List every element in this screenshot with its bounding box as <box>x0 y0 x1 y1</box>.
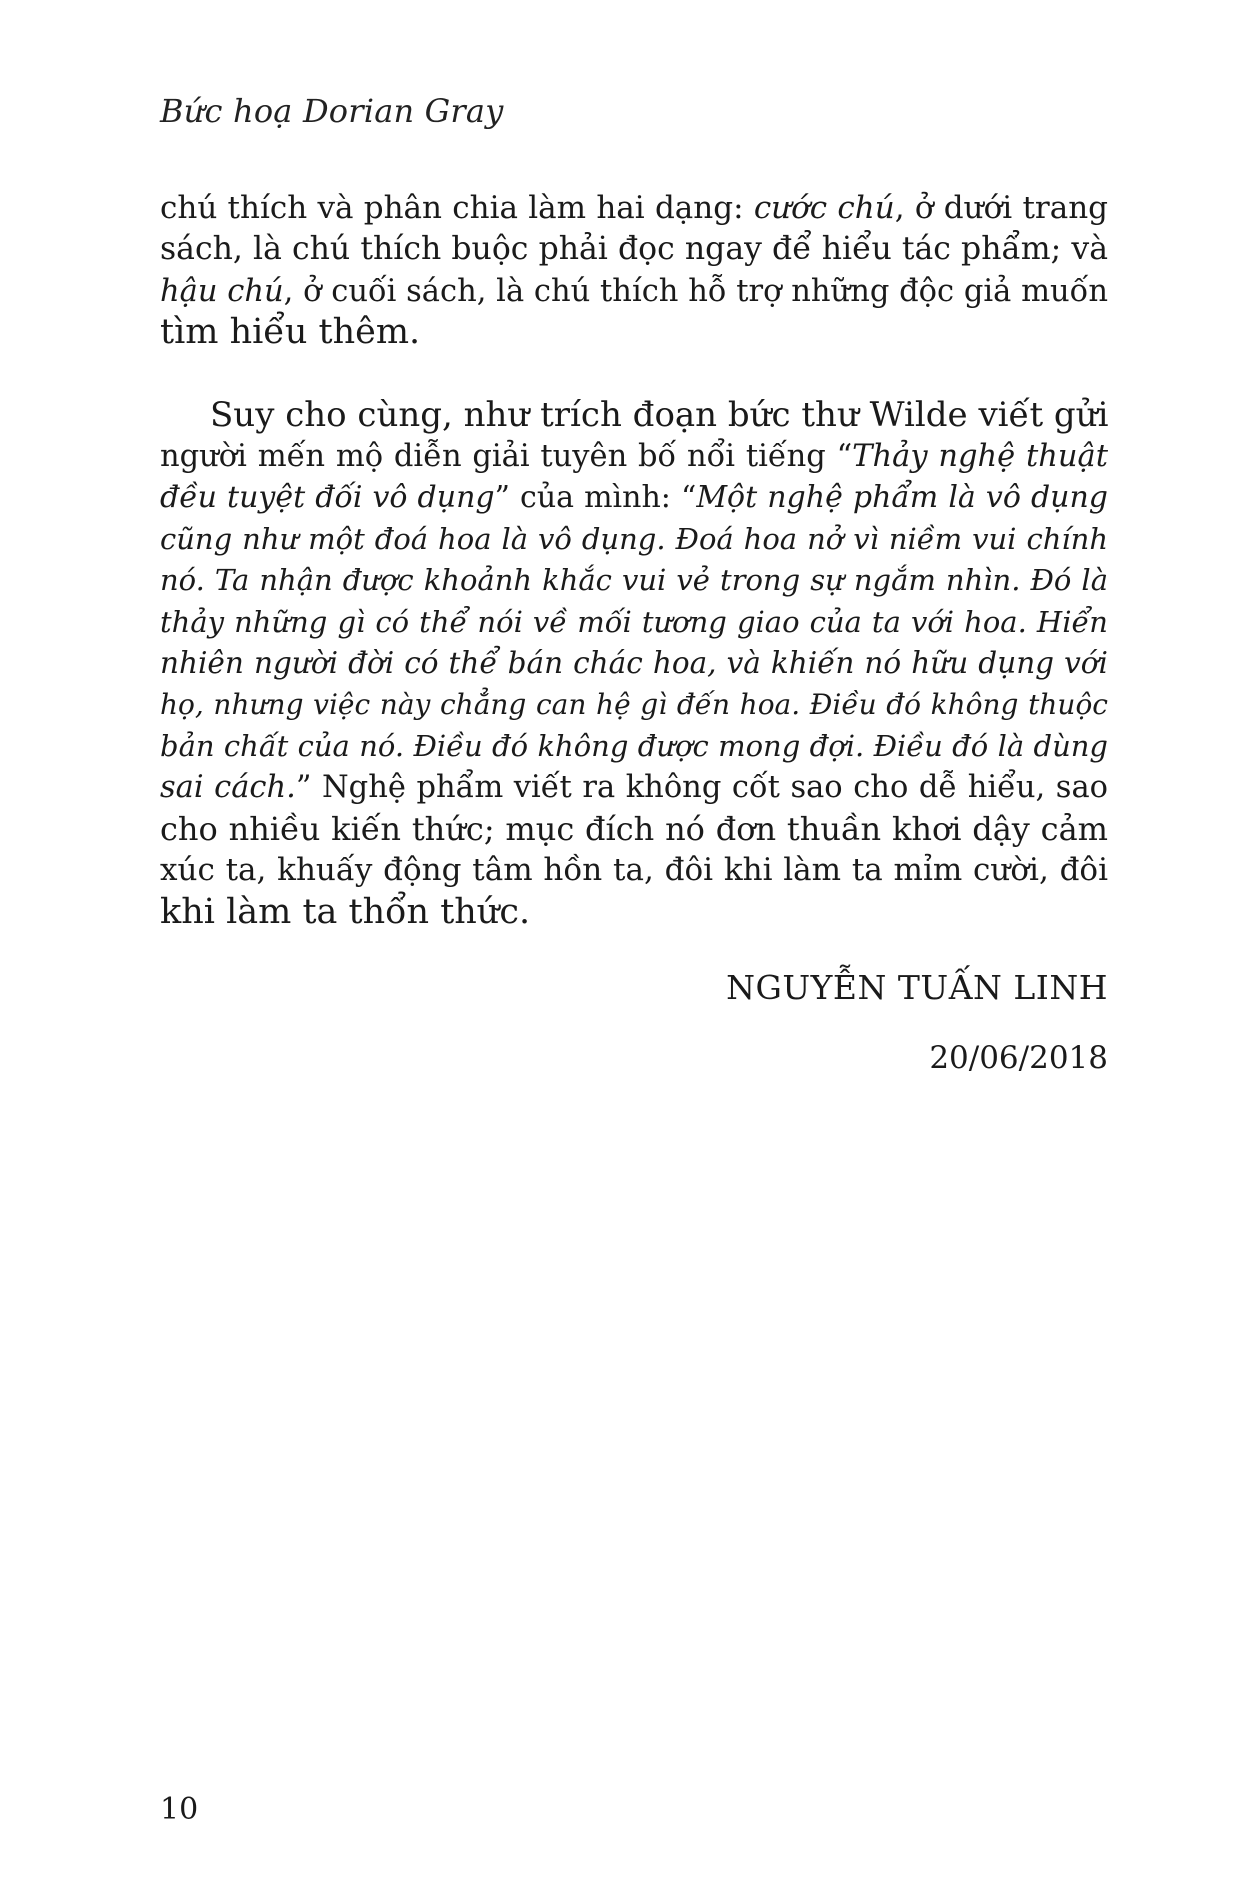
text-line: người mến mộ diễn giải tuyên bố nổi tiếng “Thảy nghệ thuật <box>160 439 1108 475</box>
italic-term-cuoc-chu: cước chú <box>753 190 895 226</box>
text-line: nhiên người đời có thể bán chác hoa, và khiến nó hữu dụng với <box>160 646 1108 681</box>
paragraph-2 <box>160 395 1108 933</box>
italic-term-hau-chu: hậu chú <box>160 273 284 309</box>
text-line: nó. Ta nhận được khoảnh khắc vui vẻ trong sự ngắm nhìn. Đó là <box>160 563 1108 598</box>
text-line: sai cách.” Nghệ phẩm viết ra không cốt sao cho dễ hiểu, sao <box>160 770 1108 806</box>
text-line: bản chất của nó. Điều đó không được mong đợi. Điều đó là dùng <box>160 728 1108 763</box>
page-number: 10 <box>160 1792 199 1827</box>
body-text <box>160 188 1108 933</box>
text-line: sách, là chú thích buộc phải đọc ngay để hiểu tác phẩm; và <box>160 231 1108 268</box>
text-line: cho nhiều kiến thức; mục đích nó đơn thuần khơi dậy cảm <box>160 809 1108 848</box>
text-line: tìm hiểu thêm. <box>160 312 421 353</box>
text-line: chú thích và phân chia làm hai dạng: cước chú, ở dưới trang <box>160 190 1109 226</box>
text-line: cũng như một đoá hoa là vô dụng. Đoá hoa nở vì niềm vui chính <box>160 521 1108 556</box>
paragraph-1 <box>160 188 1108 354</box>
author-signature: NGUYỄN TUẤN LINH <box>726 968 1108 1007</box>
text-line: đều tuyệt đối vô dụng” của mình: “Một nghệ phẩm là vô dụng <box>160 480 1108 516</box>
text-line: thảy những gì có thể nói về mối tương giao của ta với hoa. Hiển <box>160 604 1108 639</box>
running-header-title: Bức hoạ Dorian Gray <box>160 92 504 130</box>
text-line: khi làm ta thổn thức. <box>160 891 531 932</box>
text-line: xúc ta, khuấy động tâm hồn ta, đôi khi làm ta mỉm cười, đôi <box>160 852 1108 889</box>
text-line: Suy cho cùng, như trích đoạn bức thư Wilde viết gửi <box>210 394 1109 435</box>
text-line: hậu chú, ở cuối sách, là chú thích hỗ trợ những độc giả muốn <box>160 273 1108 309</box>
signature-date: 20/06/2018 <box>929 1040 1108 1076</box>
text-line: họ, nhưng việc này chẳng can hệ gì đến hoa. Điều đó không thuộc <box>160 688 1108 722</box>
